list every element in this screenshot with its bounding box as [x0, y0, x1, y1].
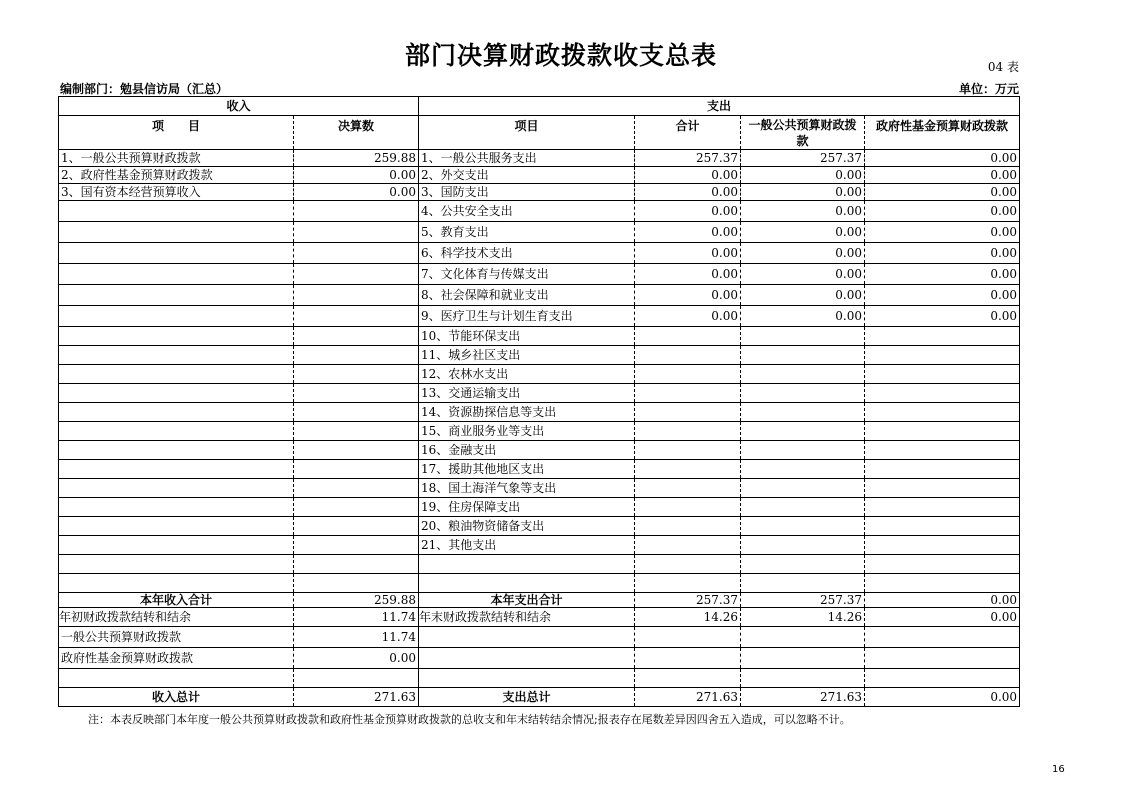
grand-total-row: [59, 688, 1020, 707]
expense-general-cell: 0.00: [741, 243, 865, 264]
expense-item-cell: [419, 574, 635, 593]
income-item-cell: [59, 479, 294, 498]
income-year-total-amount: 259.88: [294, 593, 419, 608]
carry-sub-label: 政府性基金预算财政拨款: [59, 648, 294, 669]
expense-section-header: 支出: [419, 97, 1020, 116]
income-amount-cell: [294, 403, 419, 422]
expense-year-total-label: 本年支出合计: [419, 593, 635, 608]
expense-total-cell: [635, 327, 741, 346]
carry-over-row: [59, 608, 1020, 627]
income-section-header: 收入: [59, 97, 419, 116]
expense-item-cell: 13、交通运输支出: [419, 384, 635, 403]
expense-gov-fund-cell: 0.00: [865, 201, 1020, 222]
expense-total-cell: [635, 555, 741, 574]
income-amount-cell: [294, 346, 419, 365]
expense-grand-total-general: 271.63: [741, 688, 865, 707]
col-header-item: 项 目: [59, 116, 294, 150]
table-row: [59, 479, 1020, 498]
col-header-exp-item: 项目: [419, 116, 635, 150]
expense-total-cell: 257.37: [635, 150, 741, 167]
income-year-total-label: 本年收入合计: [59, 593, 294, 608]
expense-gov-fund-cell: [865, 517, 1020, 536]
expense-general-cell: [741, 460, 865, 479]
empty-cell: [419, 627, 635, 648]
expense-item-cell: 18、国土海洋气象等支出: [419, 479, 635, 498]
income-item-cell: [59, 243, 294, 264]
expense-total-cell: 0.00: [635, 222, 741, 243]
col-header-total: 合计: [635, 116, 741, 150]
income-item-cell: [59, 555, 294, 574]
income-amount-cell: [294, 306, 419, 327]
budget-table: [58, 96, 1020, 707]
expense-item-cell: [419, 555, 635, 574]
income-item-cell: [59, 306, 294, 327]
expense-carry-total: 14.26: [635, 608, 741, 627]
income-item-cell: [59, 285, 294, 306]
empty-cell: [635, 627, 741, 648]
expense-gov-fund-cell: 0.00: [865, 243, 1020, 264]
income-amount-cell: 0.00: [294, 167, 419, 184]
income-item-cell: [59, 222, 294, 243]
expense-grand-total-total: 271.63: [635, 688, 741, 707]
expense-general-cell: [741, 536, 865, 555]
expense-gov-fund-cell: [865, 403, 1020, 422]
col-header-gov-fund: 政府性基金预算财政拨款: [865, 116, 1020, 150]
empty-cell: [419, 669, 635, 688]
carry-sub-row: [59, 627, 1020, 648]
expense-gov-fund-cell: [865, 365, 1020, 384]
income-amount-cell: [294, 264, 419, 285]
income-amount-cell: 0.00: [294, 184, 419, 201]
expense-gov-fund-cell: [865, 460, 1020, 479]
income-carry-label: 年初财政拨款结转和结余: [59, 608, 294, 627]
empty-cell: [741, 627, 865, 648]
income-amount-cell: [294, 517, 419, 536]
expense-gov-fund-cell: [865, 422, 1020, 441]
table-row: [59, 536, 1020, 555]
expense-total-cell: [635, 498, 741, 517]
year-total-row: [59, 593, 1020, 608]
expense-grand-total-label: 支出总计: [419, 688, 635, 707]
expense-general-cell: [741, 498, 865, 517]
table-row: [59, 403, 1020, 422]
table-row: [59, 460, 1020, 479]
empty-cell: [635, 669, 741, 688]
expense-total-cell: [635, 346, 741, 365]
expense-carry-gov-fund: 0.00: [865, 608, 1020, 627]
expense-general-cell: 0.00: [741, 264, 865, 285]
table-row: [59, 150, 1020, 167]
col-header-amount: 决算数: [294, 116, 419, 150]
table-row: [59, 498, 1020, 517]
expense-total-cell: [635, 365, 741, 384]
table-row: [59, 441, 1020, 460]
expense-year-total-total: 257.37: [635, 593, 741, 608]
expense-gov-fund-cell: 0.00: [865, 184, 1020, 201]
expense-gov-fund-cell: [865, 346, 1020, 365]
income-amount-cell: 259.88: [294, 150, 419, 167]
expense-carry-label: 年末财政拨款结转和结余: [419, 608, 635, 627]
table-row: [59, 327, 1020, 346]
income-item-cell: [59, 460, 294, 479]
expense-general-cell: [741, 346, 865, 365]
expense-general-cell: [741, 479, 865, 498]
expense-item-cell: 7、文化体育与传媒支出: [419, 264, 635, 285]
expense-general-cell: [741, 365, 865, 384]
income-item-cell: [59, 422, 294, 441]
expense-gov-fund-cell: [865, 536, 1020, 555]
page-title: 部门决算财政拨款收支总表: [404, 41, 717, 70]
expense-item-cell: 8、社会保障和就业支出: [419, 285, 635, 306]
table-row: [59, 184, 1020, 201]
column-header-row: [59, 116, 1020, 150]
expense-general-cell: [741, 555, 865, 574]
expense-general-cell: [741, 384, 865, 403]
income-amount-cell: [294, 422, 419, 441]
expense-general-cell: [741, 403, 865, 422]
income-item-cell: [59, 498, 294, 517]
expense-total-cell: 0.00: [635, 184, 741, 201]
income-amount-cell: [294, 384, 419, 403]
expense-item-cell: 14、资源勘探信息等支出: [419, 403, 635, 422]
income-amount-cell: [294, 498, 419, 517]
income-amount-cell: [294, 574, 419, 593]
expense-gov-fund-cell: 0.00: [865, 222, 1020, 243]
carry-sub-amount: 11.74: [294, 627, 419, 648]
income-item-cell: [59, 536, 294, 555]
income-item-cell: 2、政府性基金预算财政拨款: [59, 167, 294, 184]
income-item-cell: [59, 441, 294, 460]
expense-gov-fund-cell: [865, 574, 1020, 593]
expense-item-cell: 12、农林水支出: [419, 365, 635, 384]
expense-gov-fund-cell: 0.00: [865, 306, 1020, 327]
expense-item-cell: 15、商业服务业等支出: [419, 422, 635, 441]
expense-total-cell: [635, 460, 741, 479]
expense-item-cell: 4、公共安全支出: [419, 201, 635, 222]
income-item-cell: [59, 365, 294, 384]
expense-item-cell: 6、科学技术支出: [419, 243, 635, 264]
expense-gov-fund-cell: 0.00: [865, 285, 1020, 306]
expense-item-cell: 17、援助其他地区支出: [419, 460, 635, 479]
empty-cell: [865, 627, 1020, 648]
table-row: [59, 422, 1020, 441]
expense-total-cell: [635, 441, 741, 460]
expense-total-cell: 0.00: [635, 285, 741, 306]
expense-total-cell: [635, 403, 741, 422]
income-item-cell: [59, 403, 294, 422]
expense-gov-fund-cell: [865, 555, 1020, 574]
carry-sub-label: 一般公共预算财政拨款: [59, 627, 294, 648]
empty-cell: [865, 669, 1020, 688]
empty-cell: [59, 669, 294, 688]
income-item-cell: [59, 574, 294, 593]
expense-gov-fund-cell: [865, 498, 1020, 517]
income-amount-cell: [294, 441, 419, 460]
expense-total-cell: [635, 536, 741, 555]
expense-total-cell: 0.00: [635, 167, 741, 184]
expense-general-cell: 0.00: [741, 285, 865, 306]
department-label: 编制部门：勉县信访局（汇总）: [60, 82, 229, 96]
empty-cell: [741, 648, 865, 669]
income-amount-cell: [294, 222, 419, 243]
expense-item-cell: 11、城乡社区支出: [419, 346, 635, 365]
expense-general-cell: [741, 441, 865, 460]
income-grand-total-amount: 271.63: [294, 688, 419, 707]
expense-general-cell: 0.00: [741, 306, 865, 327]
table-row: [59, 201, 1020, 222]
blank-row: [59, 669, 1020, 688]
empty-cell: [865, 648, 1020, 669]
expense-total-cell: 0.00: [635, 243, 741, 264]
col-header-general: 一般公共预算财政拨款: [741, 116, 865, 150]
income-amount-cell: [294, 201, 419, 222]
expense-item-cell: 9、医疗卫生与计划生育支出: [419, 306, 635, 327]
expense-gov-fund-cell: 0.00: [865, 167, 1020, 184]
expense-total-cell: [635, 384, 741, 403]
expense-item-cell: 21、其他支出: [419, 536, 635, 555]
expense-general-cell: [741, 422, 865, 441]
expense-general-cell: 257.37: [741, 150, 865, 167]
expense-item-cell: 10、节能环保支出: [419, 327, 635, 346]
table-row: [59, 285, 1020, 306]
table-row: [59, 555, 1020, 574]
carry-sub-amount: 0.00: [294, 648, 419, 669]
expense-item-cell: 19、住房保障支出: [419, 498, 635, 517]
income-item-cell: [59, 264, 294, 285]
expense-total-cell: [635, 574, 741, 593]
expense-item-cell: 1、一般公共服务支出: [419, 150, 635, 167]
income-grand-total-label: 收入总计: [59, 688, 294, 707]
expense-item-cell: 2、外交支出: [419, 167, 635, 184]
table-row: [59, 306, 1020, 327]
table-row: [59, 264, 1020, 285]
expense-item-cell: 16、金融支出: [419, 441, 635, 460]
expense-total-cell: [635, 517, 741, 536]
expense-general-cell: 0.00: [741, 167, 865, 184]
income-amount-cell: [294, 536, 419, 555]
carry-sub-row: [59, 648, 1020, 669]
expense-gov-fund-cell: 0.00: [865, 264, 1020, 285]
expense-item-cell: 20、粮油物资储备支出: [419, 517, 635, 536]
page-number: 16: [1052, 764, 1065, 775]
expense-gov-fund-cell: 0.00: [865, 150, 1020, 167]
table-row: [59, 365, 1020, 384]
income-item-cell: [59, 327, 294, 346]
expense-gov-fund-cell: [865, 384, 1020, 403]
expense-general-cell: [741, 574, 865, 593]
empty-cell: [419, 648, 635, 669]
table-row: [59, 574, 1020, 593]
expense-total-cell: 0.00: [635, 201, 741, 222]
income-item-cell: 3、国有资本经营预算收入: [59, 184, 294, 201]
income-amount-cell: [294, 460, 419, 479]
expense-total-cell: 0.00: [635, 264, 741, 285]
income-amount-cell: [294, 555, 419, 574]
expense-general-cell: 0.00: [741, 184, 865, 201]
expense-gov-fund-cell: [865, 327, 1020, 346]
expense-grand-total-gov-fund: 0.00: [865, 688, 1020, 707]
expense-total-cell: 0.00: [635, 306, 741, 327]
expense-gov-fund-cell: [865, 441, 1020, 460]
table-row: [59, 384, 1020, 403]
expense-year-total-gov-fund: 0.00: [865, 593, 1020, 608]
expense-carry-general: 14.26: [741, 608, 865, 627]
expense-item-cell: 5、教育支出: [419, 222, 635, 243]
table-row: [59, 517, 1020, 536]
expense-general-cell: 0.00: [741, 222, 865, 243]
expense-total-cell: [635, 479, 741, 498]
empty-cell: [741, 669, 865, 688]
table-row: [59, 346, 1020, 365]
table-row: [59, 167, 1020, 184]
footnote: 注：本表反映部门本年度一般公共预算财政拨款和政府性基金预算财政拨款的总收支和年末结转结余情况;报表存在尾数差异因四舍五入造成，可以忽略不计。: [88, 713, 851, 726]
expense-item-cell: 3、国防支出: [419, 184, 635, 201]
income-item-cell: 1、一般公共预算财政拨款: [59, 150, 294, 167]
income-item-cell: [59, 346, 294, 365]
income-amount-cell: [294, 285, 419, 306]
expense-year-total-general: 257.37: [741, 593, 865, 608]
income-carry-amount: 11.74: [294, 608, 419, 627]
income-item-cell: [59, 201, 294, 222]
income-amount-cell: [294, 365, 419, 384]
income-item-cell: [59, 384, 294, 403]
table-number: 04 表: [987, 60, 1019, 74]
income-amount-cell: [294, 243, 419, 264]
expense-gov-fund-cell: [865, 479, 1020, 498]
table-row: [59, 243, 1020, 264]
empty-cell: [635, 648, 741, 669]
income-item-cell: [59, 517, 294, 536]
expense-general-cell: [741, 327, 865, 346]
table-row: [59, 222, 1020, 243]
unit-label: 单位：万元: [958, 82, 1019, 96]
empty-cell: [294, 669, 419, 688]
expense-general-cell: [741, 517, 865, 536]
section-header-row: [59, 97, 1020, 116]
expense-total-cell: [635, 422, 741, 441]
income-amount-cell: [294, 479, 419, 498]
income-amount-cell: [294, 327, 419, 346]
expense-general-cell: 0.00: [741, 201, 865, 222]
